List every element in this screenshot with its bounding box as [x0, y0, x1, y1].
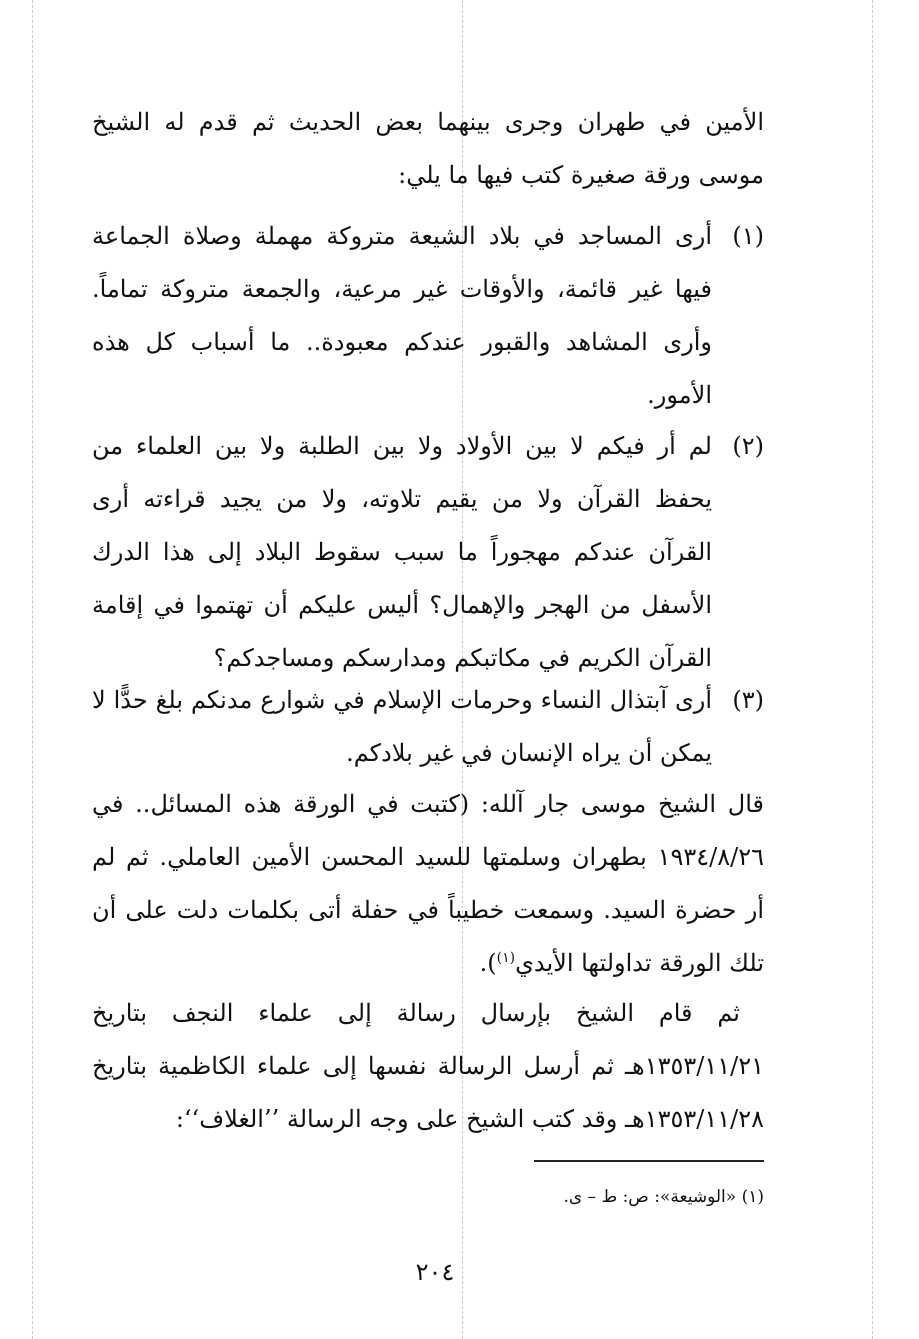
footnote-reference: (١) — [496, 950, 516, 966]
quote-paragraph — [92, 778, 764, 990]
quote-text: قال الشيخ موسى جار آلله: (كتبت في الورقة هذه المسائل.. في ١٩٣٤/٨/٢٦ بطهران وسلمتها للسيد المحسن الأمين العاملي. ثم لم أر حضرة السيد. وسمعت خطيباً في حفلة أتى بكلمات دلت على أن تلك الورقة تداولتها الأيدي — [92, 790, 764, 977]
scan-guide-line-right — [872, 0, 873, 1339]
body-paragraph: ثم قام الشيخ بإرسال رسالة إلى علماء النجف بتاريخ ١٣٥٣/١١/٢١هـ ثم أرسل الرسالة نفسها إلى علماء الكاظمية بتاريخ ١٣٥٣/١١/٢٨هـ وقد كتب الشيخ على وجه الرسالة ’’الغلاف‘‘: — [92, 999, 764, 1133]
scan-guide-line-left — [32, 0, 33, 1339]
item-number: (٢) — [732, 432, 764, 460]
item-number: (٣) — [732, 686, 764, 714]
intro-paragraph: الأمين في طهران وجرى بينهما بعض الحديث ثم قدم له الشيخ موسى ورقة صغيرة كتب فيها ما يلي: — [92, 108, 764, 189]
item-text: لم أر فيكم لا بين الأولاد ولا بين الطلبة ولا بين العلماء من يحفظ القرآن ولا من يقيم تلاوته، ولا من يجيد قراءته أرى القرآن عندكم مهجوراً ما سبب سقوط البلاد إلى هذا الدرك الأسفل من الهجر والإهمال؟ أليس عليكم أن تهتموا في إقامة القرآن الكريم في مكاتبكم ومدارسكم ومساجدكم؟ — [92, 432, 712, 672]
footnote-number: (١) — [741, 1187, 764, 1207]
list-item — [92, 674, 764, 780]
quote-closing: ). — [479, 949, 497, 977]
page-number: ٢٠٤ — [415, 1258, 455, 1286]
list-item — [92, 210, 764, 422]
item-text: أرى آبتذال النساء وحرمات الإسلام في شوارع مدنكم بلغ حدًّا لا يمكن أن يراه الإنسان في غير بلادكم. — [92, 686, 712, 767]
list-item — [92, 420, 764, 685]
item-number: (١) — [732, 222, 764, 250]
item-text: أرى المساجد في بلاد الشيعة متروكة مهملة وصلاة الجماعة فيها غير قائمة، والأوقات غير مرعية، والجمعة متروكة تماماً. وأرى المشاهد والقبور عندكم معبودة.. ما أسباب كل هذه الأمور. — [92, 222, 712, 409]
footnote — [92, 1180, 764, 1214]
footnote-divider — [534, 1160, 764, 1162]
footnote-text: «الوشيعة»: ص: ط – ى. — [563, 1187, 737, 1207]
